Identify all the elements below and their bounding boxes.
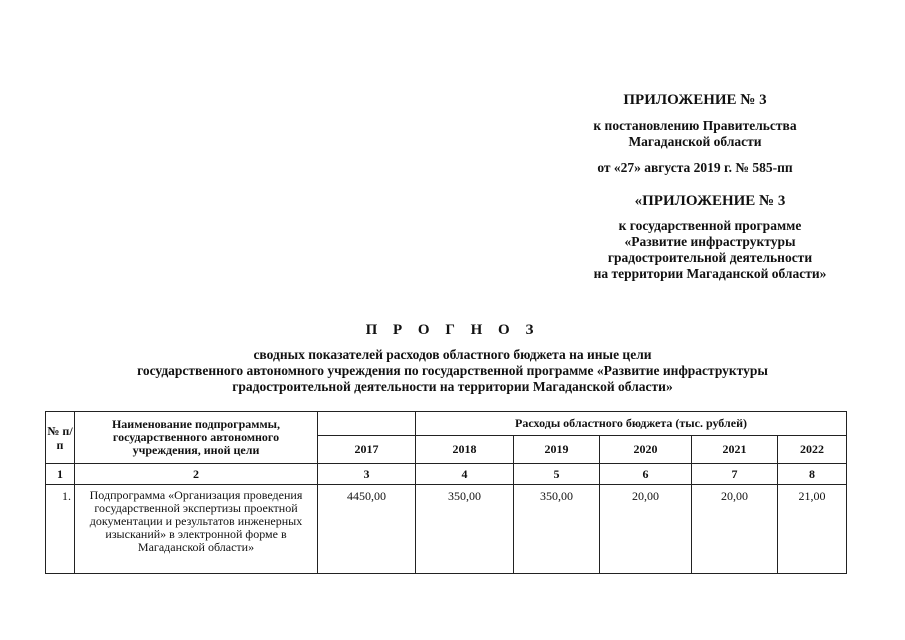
appendix-line-1: к постановлению Правительства — [593, 118, 797, 133]
column-number-row — [46, 464, 847, 485]
column-number: 8 — [778, 464, 847, 485]
quoted-appendix-line-2: «Развитие инфраструктуры — [624, 234, 796, 249]
subprogram-name-line: Подпрограмма «Организация проведения — [89, 488, 303, 502]
forecast-table — [45, 411, 847, 574]
subprogram-name — [75, 485, 318, 574]
header-name — [75, 412, 318, 464]
header-year: 2022 — [778, 436, 847, 464]
header-year: 2018 — [416, 436, 514, 464]
column-number: 2 — [75, 464, 318, 485]
column-number: 5 — [514, 464, 600, 485]
subprogram-name-line: Магаданской области» — [137, 540, 255, 554]
document-title-main: П Р О Г Н О З — [365, 322, 540, 338]
quoted-appendix-header — [555, 193, 865, 282]
header-name-line-1: Наименование подпрограммы, — [111, 417, 281, 431]
subprogram-name-line: государственной экспертизы проектной — [94, 501, 298, 515]
table-row — [46, 485, 847, 574]
quoted-appendix-title: «ПРИЛОЖЕНИЕ № 3 — [634, 193, 786, 209]
quoted-appendix-line-3: градостроительной деятельности — [607, 250, 813, 265]
document-subtitle — [0, 347, 905, 395]
header-number-label: № п/п — [47, 423, 73, 452]
value-2021: 20,00 — [692, 485, 778, 574]
document-title — [0, 322, 905, 395]
column-number: 4 — [416, 464, 514, 485]
quoted-appendix-line-4: на территории Магаданской области» — [593, 266, 827, 281]
value-2020: 20,00 — [600, 485, 692, 574]
header-blank — [318, 412, 416, 436]
document-subtitle-line-2: государственного автономного учреждения по государственной программе «Развитие инфраструктуры — [137, 363, 768, 378]
header-year: 2019 — [514, 436, 600, 464]
value-2019: 350,00 — [514, 485, 600, 574]
header-name-line-3: учреждения, иной цели — [132, 443, 260, 457]
header-number — [46, 412, 75, 464]
row-number: 1. — [46, 485, 75, 574]
subprogram-name-line: изысканий» в электронной форме в — [105, 527, 287, 541]
header-name-line-2: государственного автономного — [112, 430, 280, 444]
header-expenses: Расходы областного бюджета (тыс. рублей) — [416, 412, 847, 436]
document-subtitle-line-1: сводных показателей расходов областного бюджета на иные цели — [253, 347, 652, 362]
value-2022: 21,00 — [778, 485, 847, 574]
column-number: 6 — [600, 464, 692, 485]
appendix-date: от «27» августа 2019 г. № 585-пп — [597, 160, 793, 175]
subprogram-name-line: документации и результатов инженерных — [89, 514, 303, 528]
appendix-header — [560, 92, 830, 176]
value-2018: 350,00 — [416, 485, 514, 574]
column-number: 3 — [318, 464, 416, 485]
appendix-line-2: Магаданской области — [628, 134, 762, 149]
header-year: 2017 — [318, 436, 416, 464]
header-year: 2020 — [600, 436, 692, 464]
appendix-title: ПРИЛОЖЕНИЕ № 3 — [623, 92, 767, 108]
column-number: 7 — [692, 464, 778, 485]
column-number: 1 — [46, 464, 75, 485]
document-subtitle-line-3: градостроительной деятельности на территории Магаданской области» — [232, 379, 673, 394]
value-2017: 4450,00 — [318, 485, 416, 574]
quoted-appendix-line-1: к государственной программе — [618, 218, 802, 233]
header-year: 2021 — [692, 436, 778, 464]
